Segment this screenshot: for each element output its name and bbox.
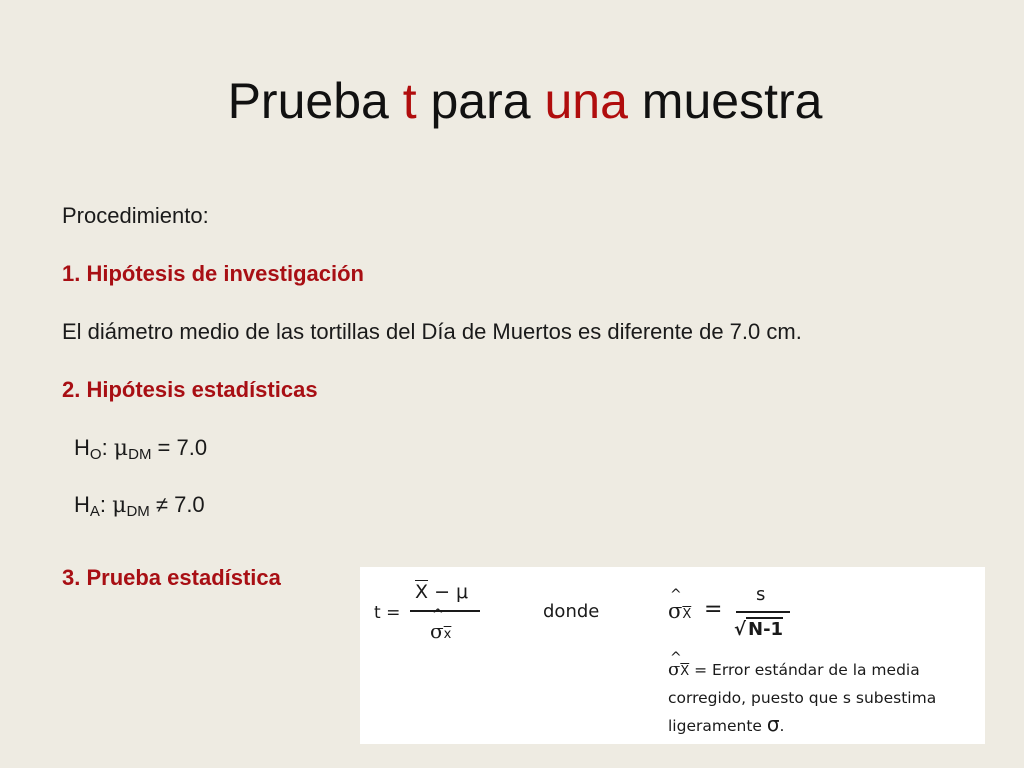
- t-numerator: [415, 581, 468, 603]
- sqrt-symbol: √: [734, 619, 747, 640]
- ha-mu: μ: [112, 493, 127, 518]
- formula-image: [360, 567, 985, 744]
- note-sigma-sub: $\overline{X}$: [680, 664, 690, 679]
- sigma-hat: ^ σ: [430, 619, 444, 643]
- note-line2: corregido, puesto que s subestima: [668, 689, 937, 707]
- note-sigma: ^ σ: [668, 657, 680, 683]
- ha-letter: H: [74, 492, 90, 517]
- h0-rest: = 7.0: [151, 435, 208, 460]
- ha-colon: :: [99, 492, 113, 517]
- h0-mu-sub: DM: [128, 446, 152, 463]
- h0-mu: μ: [113, 436, 129, 461]
- equals-sign: =: [704, 597, 723, 622]
- note-period: .: [779, 717, 785, 735]
- sigma2-hat: ^ σ: [668, 599, 682, 623]
- sigma-fraction-line: [736, 611, 790, 613]
- step1-heading: 1. Hipótesis de investigación: [62, 261, 364, 286]
- alternative-hypothesis: [74, 492, 205, 518]
- procedimiento-label: Procedimiento:: [62, 203, 209, 228]
- t-denominator: [430, 619, 451, 643]
- h0-sub: O: [89, 446, 102, 463]
- ha-sub: A: [89, 503, 100, 520]
- title-part3: muestra: [627, 73, 823, 129]
- step2-heading: 2. Hipótesis estadísticas: [62, 377, 318, 402]
- note-sigma-end: σ: [766, 712, 780, 736]
- research-hypothesis: El diámetro medio de las tortillas del Día de Muertos es diferente de 7.0 cm.: [62, 319, 802, 344]
- sigma-x-hat: [668, 599, 691, 623]
- sigma2-sub: $\overline{X}$: [682, 607, 692, 622]
- s-numerator: s: [756, 584, 766, 605]
- null-hypothesis: [74, 435, 207, 461]
- numerator-rest: − μ: [428, 581, 469, 603]
- note-line3: ligeramente: [668, 717, 767, 735]
- t-equals: t =: [374, 603, 401, 623]
- note-line1: = Error estándar de la media: [689, 661, 920, 679]
- x-bar: $\overline{X}$: [415, 581, 429, 603]
- h0-letter: H: [74, 435, 90, 460]
- note-line3-row: [668, 711, 936, 739]
- sigma-sub-x: $\overline{x}$: [443, 627, 452, 642]
- standard-error-note: [668, 657, 936, 739]
- title-t: t: [402, 73, 417, 129]
- title-part1: Prueba: [227, 73, 403, 129]
- note-line1-row: [668, 657, 936, 685]
- sqrt-denominator: [734, 619, 783, 640]
- step3-heading: 3. Prueba estadística: [62, 565, 281, 590]
- slide-title: [0, 72, 1024, 130]
- ha-mu-sub: DM: [126, 503, 150, 520]
- title-una: una: [544, 73, 628, 129]
- ha-rest: ≠ 7.0: [149, 492, 205, 517]
- n-minus-1: N-1: [748, 619, 784, 640]
- h0-colon: :: [101, 435, 114, 460]
- donde-label: donde: [543, 601, 600, 622]
- title-part2: para: [416, 73, 545, 129]
- t-fraction-line: [410, 610, 480, 612]
